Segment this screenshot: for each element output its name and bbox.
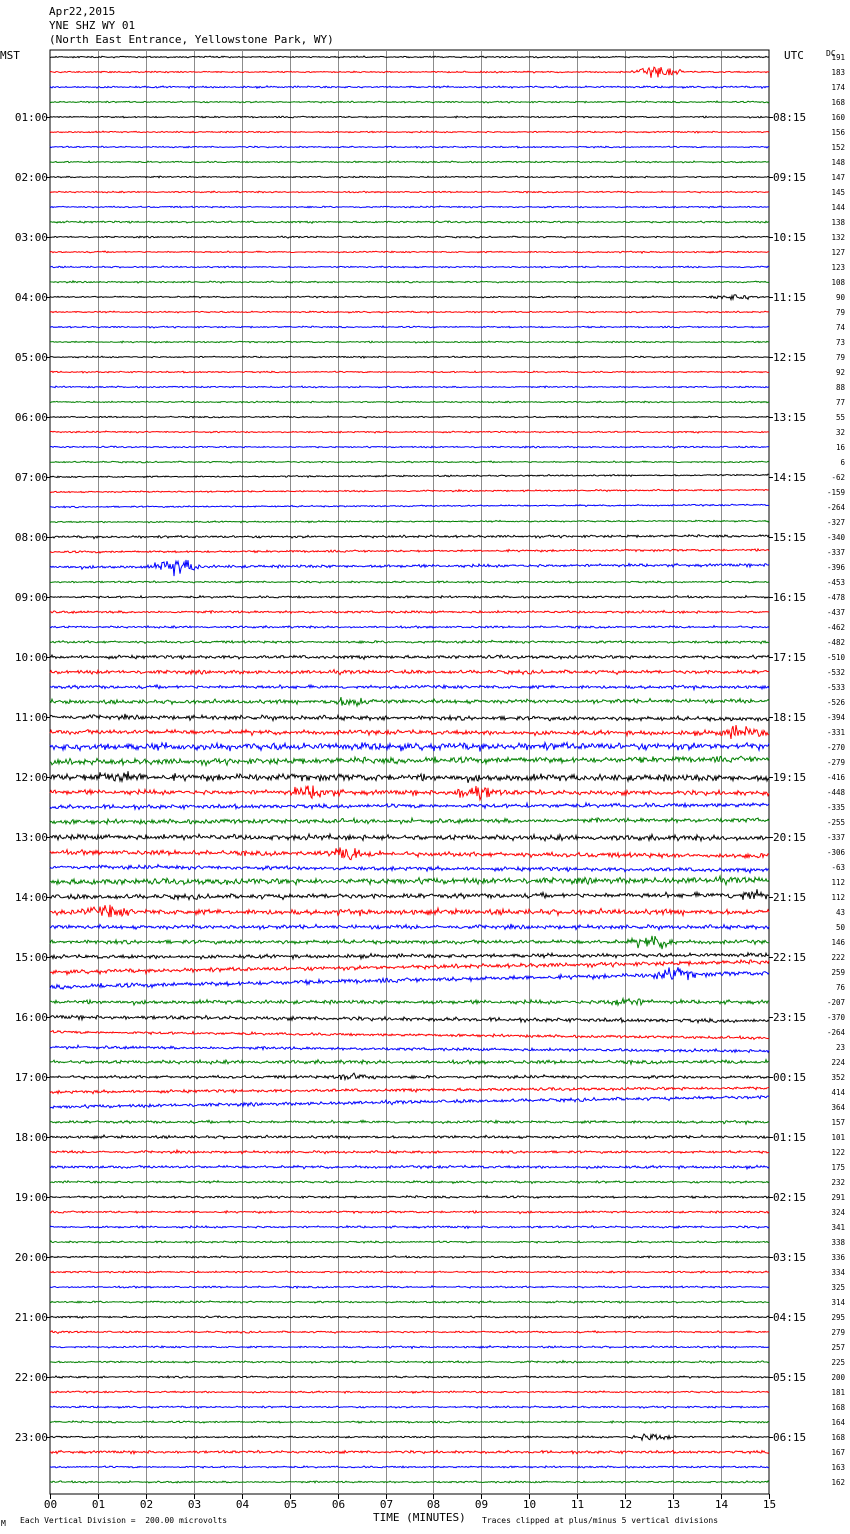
trace-row	[50, 1226, 769, 1229]
trace-row	[50, 281, 769, 283]
dc-offset-label: 50	[835, 923, 845, 932]
dc-offset-label: 257	[831, 1343, 845, 1352]
x-tick-label: 01	[91, 1498, 106, 1511]
utc-hour-label: 18:15	[773, 711, 807, 724]
dc-offset-label: 174	[831, 83, 845, 92]
dc-offset-label: -270	[826, 743, 845, 752]
dc-offset-label: -62	[831, 473, 845, 482]
trace-row	[50, 1073, 769, 1080]
mst-hour-label: 11:00	[14, 711, 48, 724]
dc-offset-label: 364	[831, 1103, 845, 1112]
dc-offset-label: 168	[831, 1433, 845, 1442]
dc-offset-label: 160	[831, 113, 845, 122]
trace-row	[50, 206, 769, 208]
trace-row	[50, 266, 769, 268]
mst-axis-title: MST	[0, 49, 20, 62]
dc-offset-label: 55	[835, 413, 845, 422]
dc-offset-label: -416	[826, 773, 845, 782]
utc-hour-label: 04:15	[773, 1311, 807, 1324]
mst-hour-label: 13:00	[14, 831, 48, 844]
dc-offset-label: 295	[831, 1313, 845, 1322]
utc-hour-label: 22:15	[773, 951, 807, 964]
x-tick-label: 03	[187, 1498, 202, 1511]
dc-offset-label: -63	[831, 863, 845, 872]
dc-offset-label: -335	[826, 803, 845, 812]
trace-row	[50, 1406, 769, 1408]
trace-row	[50, 1135, 769, 1139]
dc-offset-label: 156	[831, 128, 845, 137]
dc-offset-label: 314	[831, 1298, 845, 1307]
dc-offset-label: 175	[831, 1163, 845, 1172]
x-tick-label: 07	[379, 1498, 394, 1511]
trace-row	[50, 725, 769, 739]
trace-row	[50, 1060, 769, 1065]
trace-row	[50, 1450, 769, 1453]
trace-row	[50, 1196, 769, 1199]
dc-offset-label: -370	[826, 1013, 845, 1022]
trace-row	[50, 626, 769, 629]
dc-offset-label: 43	[835, 908, 845, 917]
trace-row	[50, 1150, 769, 1154]
dc-offset-label: 341	[831, 1223, 845, 1232]
record-date: Apr22,2015	[49, 5, 116, 18]
trace-row	[50, 1087, 769, 1094]
dc-offset-label: -279	[826, 758, 845, 767]
dc-offset-label: 200	[831, 1373, 845, 1382]
trace-row	[50, 834, 769, 841]
dc-offset-label: 352	[831, 1073, 845, 1082]
trace-row	[50, 1120, 769, 1124]
dc-offset-label: 76	[835, 983, 845, 992]
trace-row	[50, 611, 769, 614]
trace-row	[50, 86, 769, 89]
dc-offset-label: -340	[826, 533, 845, 542]
dc-offset-label: -462	[826, 623, 845, 632]
mst-hour-label: 23:00	[14, 1431, 48, 1444]
dc-offset-label: 414	[831, 1088, 845, 1097]
trace-row	[50, 1331, 769, 1334]
dc-offset-label: 32	[835, 428, 845, 437]
trace-row	[50, 936, 769, 949]
trace-row	[50, 1165, 769, 1169]
dc-offset-label: 183	[831, 68, 845, 77]
dc-offset-label: -453	[826, 578, 845, 587]
trace-row	[50, 489, 769, 492]
utc-hour-label: 21:15	[773, 891, 807, 904]
dc-offset-label: 92	[835, 368, 845, 377]
dc-offset-label: 77	[835, 398, 845, 407]
mst-hour-label: 18:00	[14, 1131, 48, 1144]
mst-hour-label: 20:00	[14, 1251, 48, 1264]
dc-offset-label: -437	[826, 608, 845, 617]
dc-offset-label: 167	[831, 1448, 845, 1457]
mst-hour-label: 07:00	[14, 471, 48, 484]
mst-hour-label: 06:00	[14, 411, 48, 424]
dc-offset-label: 6	[840, 458, 845, 467]
utc-hour-label: 13:15	[773, 411, 807, 424]
trace-row	[50, 504, 769, 508]
dc-offset-label: -526	[826, 698, 845, 707]
dc-offset-label: 79	[835, 353, 845, 362]
trace-row	[50, 56, 769, 58]
trace-row	[50, 535, 769, 539]
trace-row	[50, 431, 769, 433]
trace-row	[50, 67, 769, 78]
mst-hour-label: 10:00	[14, 651, 48, 664]
dc-offset-label: 163	[831, 1463, 845, 1472]
dc-offset-label: 325	[831, 1283, 845, 1292]
trace-row	[50, 1301, 769, 1304]
utc-hour-label: 01:15	[773, 1131, 807, 1144]
x-tick-label: 12	[618, 1498, 633, 1511]
trace-row	[50, 1376, 769, 1378]
trace-row	[50, 685, 769, 690]
utc-axis-title: UTC	[784, 49, 804, 62]
dc-offset-label: -394	[826, 713, 845, 722]
dc-offset-label: 79	[835, 308, 845, 317]
mst-hour-label: 04:00	[14, 291, 48, 304]
trace-row	[50, 848, 769, 860]
dc-offset-label: 145	[831, 188, 845, 197]
trace-row	[50, 341, 769, 343]
clip-note: Traces clipped at plus/minus 5 vertical divisions	[482, 1516, 719, 1525]
mst-hour-label: 09:00	[14, 591, 48, 604]
trace-row	[50, 101, 769, 103]
trace-row	[50, 1434, 769, 1440]
utc-hour-label: 03:15	[773, 1251, 807, 1264]
trace-row	[50, 1211, 769, 1214]
trace-row	[50, 905, 769, 917]
trace-row	[50, 924, 769, 930]
dc-offset-label: 191	[831, 53, 845, 62]
mst-hour-label: 03:00	[14, 231, 48, 244]
dc-offset-label: -337	[826, 833, 845, 842]
trace-row	[50, 371, 769, 373]
dc-offset-label: 144	[831, 203, 845, 212]
mst-hour-label: 15:00	[14, 951, 48, 964]
dc-offset-label: 232	[831, 1178, 845, 1187]
trace-row	[50, 520, 769, 523]
dc-offset-label: -306	[826, 848, 845, 857]
trace-row	[50, 1361, 769, 1364]
mst-hour-label: 05:00	[14, 351, 48, 364]
trace-row	[50, 803, 769, 810]
mst-hour-label: 16:00	[14, 1011, 48, 1024]
dc-offset-label: -331	[826, 728, 845, 737]
trace-row	[50, 560, 769, 576]
dc-offset-label: 122	[831, 1148, 845, 1157]
trace-row	[50, 161, 769, 163]
dc-offset-label: 147	[831, 173, 845, 182]
trace-row	[50, 295, 769, 300]
utc-hour-label: 10:15	[773, 231, 807, 244]
trace-row	[50, 1031, 769, 1040]
dc-offset-label: 168	[831, 98, 845, 107]
trace-row	[50, 474, 769, 478]
dc-offset-label: 123	[831, 263, 845, 272]
trace-row	[50, 1181, 769, 1184]
mst-hour-label: 21:00	[14, 1311, 48, 1324]
trace-row	[50, 221, 769, 223]
dc-offset-label: 148	[831, 158, 845, 167]
dc-offset-label: 336	[831, 1253, 845, 1262]
x-tick-label: 02	[139, 1498, 154, 1511]
trace-row	[50, 1346, 769, 1349]
mst-hour-label: 17:00	[14, 1071, 48, 1084]
x-tick-label: 11	[570, 1498, 585, 1511]
trace-row	[50, 1466, 769, 1468]
mst-hour-label: 02:00	[14, 171, 48, 184]
utc-hour-label: 09:15	[773, 171, 807, 184]
x-tick-label: 13	[666, 1498, 681, 1511]
trace-row	[50, 818, 769, 824]
trace-row	[50, 1256, 769, 1258]
dc-offset-label: 74	[835, 323, 845, 332]
utc-hour-label: 16:15	[773, 591, 807, 604]
dc-offset-label: -264	[826, 1028, 845, 1037]
trace-row	[50, 960, 769, 975]
station-location: (North East Entrance, Yellowstone Park, WY)	[49, 33, 334, 46]
dc-offset-label: 224	[831, 1058, 845, 1067]
utc-hour-label: 20:15	[773, 831, 807, 844]
utc-hour-label: 02:15	[773, 1191, 807, 1204]
mst-hour-label: 14:00	[14, 891, 48, 904]
dc-offset-label: 138	[831, 218, 845, 227]
trace-row	[50, 742, 769, 751]
dc-offset-label: -264	[826, 503, 845, 512]
x-tick-label: 00	[43, 1498, 58, 1511]
dc-offset-label: 101	[831, 1133, 845, 1142]
dc-offset-label: -533	[826, 683, 845, 692]
trace-row	[50, 116, 769, 118]
dc-offset-label: 108	[831, 278, 845, 287]
trace-row	[50, 549, 769, 553]
trace-row	[50, 670, 769, 675]
trace-row	[50, 191, 769, 193]
trace-row	[50, 461, 769, 463]
dc-offset-label: 88	[835, 383, 845, 392]
utc-hour-label: 15:15	[773, 531, 807, 544]
trace-row	[50, 1096, 769, 1108]
trace-row	[50, 756, 769, 765]
trace-row	[50, 386, 769, 388]
trace-row	[50, 356, 769, 358]
trace-row	[50, 953, 769, 959]
utc-hour-label: 06:15	[773, 1431, 807, 1444]
trace-row	[50, 1241, 769, 1243]
dc-offset-label: 23	[835, 1043, 845, 1052]
utc-hour-label: 12:15	[773, 351, 807, 364]
trace-row	[50, 251, 769, 253]
footer-mark: M	[1, 1519, 6, 1528]
dc-offset-label: 338	[831, 1238, 845, 1247]
dc-offset-label: -482	[826, 638, 845, 647]
x-tick-label: 04	[235, 1498, 250, 1511]
dc-offset-title: DC	[826, 49, 836, 58]
dc-offset-label: 162	[831, 1478, 845, 1487]
trace-row	[50, 131, 769, 133]
x-axis-label: TIME (MINUTES)	[373, 1511, 466, 1524]
utc-hour-label: 08:15	[773, 111, 807, 124]
trace-row	[50, 714, 769, 721]
dc-offset-label: 164	[831, 1418, 845, 1427]
dc-offset-label: 181	[831, 1388, 845, 1397]
dc-offset-label: 152	[831, 143, 845, 152]
x-tick-label: 08	[426, 1498, 441, 1511]
trace-row	[50, 326, 769, 328]
trace-row	[50, 1481, 769, 1483]
mst-hour-label: 12:00	[14, 771, 48, 784]
trace-row	[50, 1316, 769, 1318]
mst-hour-label: 19:00	[14, 1191, 48, 1204]
dc-offset-label: -396	[826, 563, 845, 572]
trace-row	[50, 401, 769, 403]
trace-row	[50, 1015, 769, 1022]
trace-row	[50, 697, 769, 706]
utc-hour-label: 14:15	[773, 471, 807, 484]
trace-row	[50, 999, 769, 1006]
mst-hour-label: 08:00	[14, 531, 48, 544]
x-tick-label: 06	[331, 1498, 346, 1511]
dc-offset-label: 90	[835, 293, 845, 302]
dc-offset-label: -255	[826, 818, 845, 827]
dc-offset-label: -448	[826, 788, 845, 797]
dc-offset-label: 222	[831, 953, 845, 962]
dc-offset-label: 168	[831, 1403, 845, 1412]
dc-offset-label: 157	[831, 1118, 845, 1127]
dc-offset-label: 73	[835, 338, 845, 347]
trace-row	[50, 446, 769, 448]
x-tick-label: 14	[714, 1498, 729, 1511]
utc-hour-label: 17:15	[773, 651, 807, 664]
trace-row	[50, 655, 769, 659]
dc-offset-label: -337	[826, 548, 845, 557]
dc-offset-label: -207	[826, 998, 845, 1007]
dc-offset-label: 132	[831, 233, 845, 242]
dc-offset-label: 279	[831, 1328, 845, 1337]
station-code: YNE SHZ WY 01	[49, 19, 136, 32]
trace-row	[50, 146, 769, 148]
x-tick-label: 05	[283, 1498, 298, 1511]
trace-row	[50, 889, 769, 900]
dc-offset-label: 146	[831, 938, 845, 947]
dc-offset-label: -510	[826, 653, 845, 662]
utc-hour-label: 23:15	[773, 1011, 807, 1024]
dc-offset-label: 334	[831, 1268, 845, 1277]
trace-row	[50, 596, 769, 599]
trace-row	[50, 1045, 769, 1052]
utc-hour-label: 05:15	[773, 1371, 807, 1384]
dc-offset-label: 127	[831, 248, 845, 257]
dc-offset-label: 112	[831, 893, 845, 902]
mst-hour-label: 22:00	[14, 1371, 48, 1384]
scale-note: Each Vertical Division = 200.00 microvolts	[20, 1516, 228, 1525]
trace-row	[50, 865, 769, 873]
utc-hour-label: 19:15	[773, 771, 807, 784]
dc-offset-label: 259	[831, 968, 845, 977]
x-tick-label: 10	[522, 1498, 537, 1511]
trace-row	[50, 640, 769, 643]
dc-offset-label: 112	[831, 878, 845, 887]
trace-row	[50, 876, 769, 885]
dc-offset-label: 324	[831, 1208, 845, 1217]
dc-offset-label: 16	[835, 443, 845, 452]
x-tick-label: 09	[474, 1498, 489, 1511]
dc-offset-label: -478	[826, 593, 845, 602]
dc-offset-label: 225	[831, 1358, 845, 1367]
trace-row	[50, 236, 769, 238]
mst-hour-label: 01:00	[14, 111, 48, 124]
trace-row	[50, 1421, 769, 1423]
dc-offset-label: -532	[826, 668, 845, 677]
trace-row	[50, 176, 769, 178]
utc-hour-label: 11:15	[773, 291, 807, 304]
trace-row	[50, 786, 769, 800]
plot-frame	[50, 50, 769, 1494]
utc-hour-label: 00:15	[773, 1071, 807, 1084]
dc-offset-label: -159	[826, 488, 845, 497]
trace-row	[50, 1286, 769, 1288]
x-tick-label: 15	[762, 1498, 777, 1511]
trace-row	[50, 1271, 769, 1273]
trace-row	[50, 771, 769, 783]
trace-row	[50, 311, 769, 313]
trace-row	[50, 581, 769, 583]
dc-offset-label: 291	[831, 1193, 845, 1202]
dc-offset-label: -327	[826, 518, 845, 527]
trace-row	[50, 416, 769, 418]
trace-row	[50, 1391, 769, 1393]
